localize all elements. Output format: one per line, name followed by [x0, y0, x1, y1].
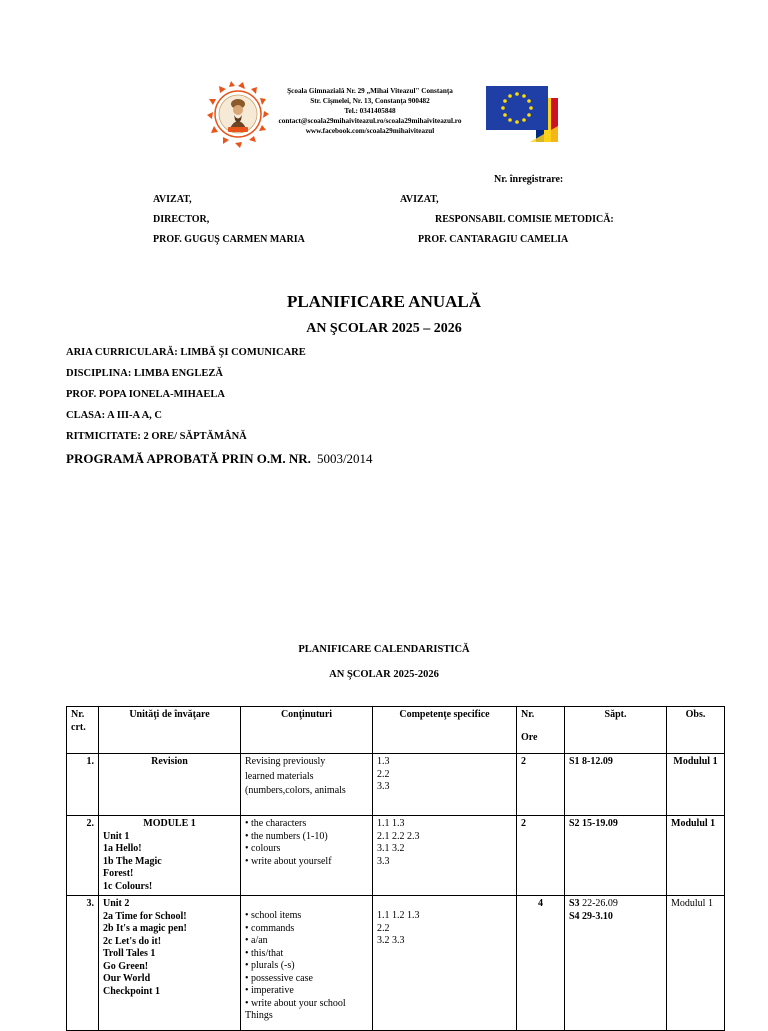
school-phone: Tel.: 0341405848	[344, 107, 396, 115]
row-number: 1.	[67, 754, 99, 816]
school-facebook: www.facebook.com/scoala29mihaiviteazul	[305, 127, 435, 135]
table-row	[67, 896, 725, 1031]
competente-line: 1.1 1.2 1.3	[377, 910, 420, 921]
row-ore: 2	[517, 754, 565, 816]
info-prof: PROF. POPA IONELA-MIHAELA	[66, 389, 225, 400]
row-ore: 4	[517, 896, 565, 1031]
content-line: Things	[245, 1010, 273, 1021]
unit-line: Troll Tales 1	[103, 948, 156, 959]
header-nr-ore-line2: Ore	[521, 731, 538, 743]
sapt-s3-dates: 22-26.09	[582, 898, 618, 909]
approval-right-line3: PROF. CANTARAGIU CAMELIA	[418, 234, 569, 245]
content-line: • the characters	[245, 818, 307, 829]
row-obs: Modulul 1	[667, 816, 725, 896]
approval-left-line3: PROF. GUGUŞ CARMEN MARIA	[153, 234, 305, 245]
table-row	[67, 754, 725, 816]
content-line: • possessive case	[245, 972, 313, 984]
content-line: • commands	[245, 922, 295, 934]
sapt-s3-label: S3	[569, 898, 580, 909]
row-content	[241, 816, 373, 896]
competente-line: 1.1 1.3	[377, 818, 405, 829]
eu-romania-flag	[486, 86, 558, 142]
unit-line: Revision	[151, 756, 188, 767]
row-sapt: S1 8-12.09	[565, 754, 667, 816]
content-line: • a/an	[245, 935, 268, 946]
unit-line: 1c Colours!	[103, 880, 153, 892]
content-line: • school items	[245, 910, 302, 921]
competente-line: 3.3	[377, 855, 390, 867]
content-line: • imperative	[245, 985, 294, 996]
unit-line: 1a Hello!	[103, 843, 142, 854]
header-nr-crt: Nr. crt.	[67, 707, 99, 754]
content-line: • write about yourself	[245, 855, 332, 867]
table-row	[67, 816, 725, 896]
page-title: PLANIFICARE ANUALĂ	[286, 292, 482, 311]
row-sapt	[565, 896, 667, 1031]
info-clasa: CLASA: A III-A A, C	[66, 410, 162, 421]
row-number: 3.	[67, 896, 99, 1031]
row-competente	[373, 816, 517, 896]
programa-label: PROGRAMĂ APROBATĂ PRIN O.M. NR.	[66, 451, 311, 466]
header-nr-ore-line1: Nr.	[521, 709, 535, 720]
school-contact: contact@scoala29mihaiviteazul.ro/scoala29mihaiviteazul.ro	[278, 117, 462, 125]
row-obs: Modulul 1	[667, 754, 725, 816]
row-number: 2.	[67, 816, 99, 896]
row-sapt: S2 15-19.09	[565, 816, 667, 896]
unit-line: Our World	[103, 973, 151, 984]
competente-line: 3.2 3.3	[377, 935, 405, 946]
calendar-year: AN ŞCOLAR 2025-2026	[329, 669, 439, 680]
unit-line: 2c Let's do it!	[103, 935, 162, 947]
unit-line: MODULE 1	[143, 818, 196, 829]
content-line: • the numbers (1-10)	[245, 830, 328, 842]
unit-line: 1b The Magic	[103, 855, 162, 867]
unit-line: 2a Time for School!	[103, 910, 187, 922]
competente-line: 2.2	[377, 768, 390, 780]
header-continuturi: Conţinuturi	[241, 707, 373, 754]
row-obs: Modulul 1	[667, 896, 725, 1031]
content-line: • plurals (-s)	[245, 960, 295, 971]
approval-right-line2: RESPONSABIL COMISIE METODICĂ:	[435, 214, 614, 225]
school-address: Str. Cişmelei, Nr. 13, Constanţa 900482	[310, 97, 430, 105]
content-line: • this/that	[245, 947, 284, 959]
unit-line: Go Green!	[103, 960, 149, 972]
unit-line: Unit 2	[103, 898, 130, 909]
content-line: • write about your school	[245, 997, 346, 1009]
approval-left-line1: AVIZAT,	[153, 194, 192, 205]
header-competente: Competenţe specifice	[373, 707, 517, 754]
school-letterhead	[270, 86, 470, 136]
competente-line: 2.1 2.2 2.3	[377, 830, 420, 842]
row-ore: 2	[517, 816, 565, 896]
row-unit	[99, 754, 241, 816]
content-line: learned materials	[245, 770, 314, 782]
registration-label: Nr. înregistrare:	[494, 174, 564, 185]
row-unit	[99, 896, 241, 1031]
table-header-row	[67, 707, 725, 754]
info-ritmicitate: RITMICITATE: 2 ORE/ SĂPTĂMÂNĂ	[66, 431, 247, 442]
competente-line: 1.3	[377, 756, 390, 767]
competente-line: 3.3	[377, 781, 390, 792]
info-aria: ARIA CURRICULARĂ: LIMBĂ ŞI COMUNICARE	[66, 347, 306, 358]
row-content	[241, 754, 373, 816]
header-sapt: Săpt.	[565, 707, 667, 754]
approval-right-line1: AVIZAT,	[400, 194, 439, 205]
school-seal-logo	[207, 80, 269, 150]
planning-table	[66, 706, 725, 1031]
unit-line: Unit 1	[103, 830, 130, 842]
unit-line: Forest!	[103, 868, 134, 879]
info-disciplina: DISCIPLINA: LIMBA ENGLEZĂ	[66, 368, 223, 379]
row-unit	[99, 816, 241, 896]
school-name: Şcoala Gimnazială Nr. 29 „Mihai Viteazul" Constanţa	[287, 87, 453, 95]
content-line: (numbers,colors, animals	[245, 785, 346, 796]
info-programa	[66, 451, 373, 467]
programa-number: 5003/2014	[316, 451, 373, 466]
content-line: • colours	[245, 843, 281, 854]
competente-line: 2.2	[377, 922, 390, 934]
row-competente	[373, 896, 517, 1031]
unit-line: Checkpoint 1	[103, 985, 160, 997]
row-content	[241, 896, 373, 1031]
header-nr-ore	[517, 707, 565, 754]
competente-line: 3.1 3.2	[377, 843, 405, 854]
header-unitati: Unităţi de învăţare	[99, 707, 241, 754]
calendar-title: PLANIFICARE CALENDARISTICĂ	[298, 644, 470, 655]
school-year-title: AN ŞCOLAR 2025 – 2026	[306, 321, 462, 336]
row-competente	[373, 754, 517, 816]
sapt-s4: S4 29-3.10	[569, 910, 613, 922]
content-line: Revising previously	[245, 756, 326, 767]
unit-line: 2b It's a magic pen!	[103, 923, 187, 934]
approval-left-line2: DIRECTOR,	[153, 214, 210, 225]
header-obs: Obs.	[667, 707, 725, 754]
